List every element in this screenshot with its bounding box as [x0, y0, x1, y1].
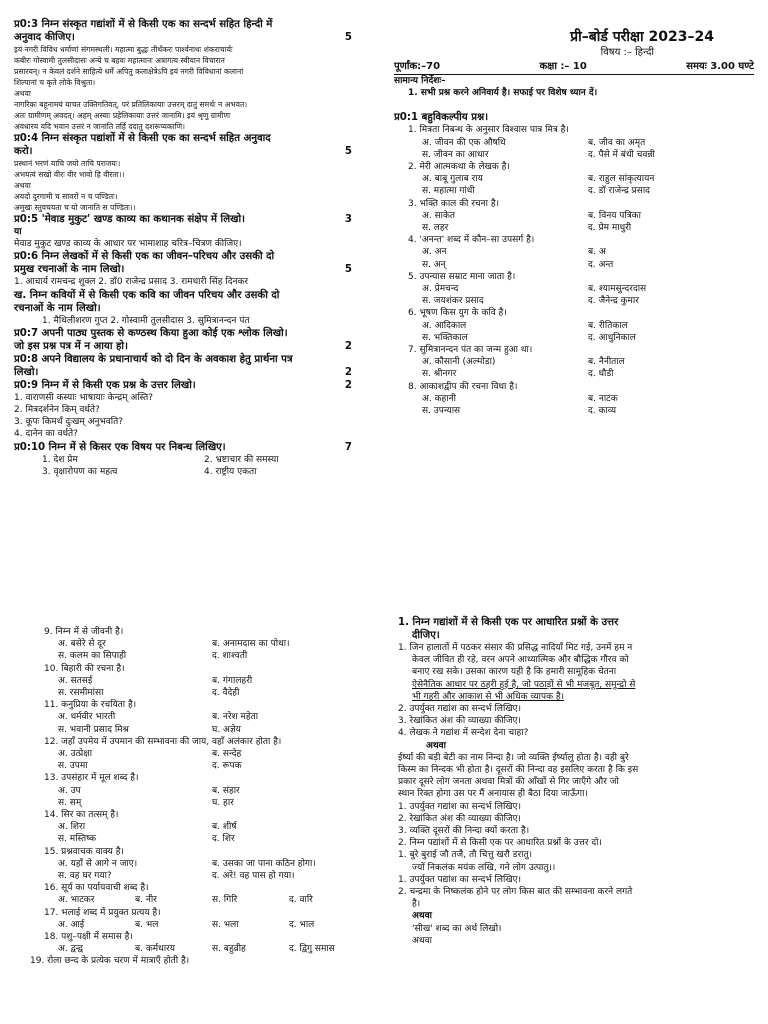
mcq-option: अ. आई: [58, 919, 85, 930]
mcq-options: [30, 894, 366, 906]
mcq-option: स. अन्: [422, 259, 446, 270]
text-line: 3. कूपः किमर्थं दुःखम् अनुभवति?: [14, 417, 124, 428]
mcq-list: [394, 124, 754, 417]
mcq-option: द. जैनेन्द्र कुमार: [588, 296, 639, 307]
text-line: अथवा: [426, 740, 446, 751]
mcq-option: ब. नरेश महेता: [212, 712, 259, 723]
mcq-option: ब. गंगालहरी: [212, 675, 253, 686]
mcq-option: अ. अन: [422, 247, 447, 258]
mcq-option: ब. सन्देह: [212, 749, 242, 760]
mcq-option: द. द्विगु समास: [289, 944, 335, 955]
text-line: 3. व्यक्ति दूसरों की निन्दा क्यों करता है।: [398, 826, 530, 837]
mcq-option: द. धौडी: [588, 369, 614, 380]
max-marks: पूर्णांक:–70: [394, 61, 441, 72]
text-line: 1. उपर्युक्त पद्यांश का सन्दर्भ लिखिए।: [398, 874, 522, 885]
text-line: अथवा: [412, 935, 432, 946]
mcq-question: 2. मेरी आत्मकथा के लेखक है।: [408, 162, 510, 173]
text-line: 1. उपर्युक्त गद्यांश का सन्दर्भ लिखिए।: [398, 801, 522, 812]
mcq-question: 5. उपन्यास सम्राट माना जाता है।: [408, 271, 516, 282]
mcq-option: ब. कर्मधारय: [135, 944, 175, 955]
mcq-option: स. कलम का सिपाही: [58, 651, 127, 662]
mcq-option: स. सम्: [58, 797, 82, 808]
text-line: प्र0:9 निम्न में से किसी एक प्रश्न के उत्तर लिखो। 2: [14, 379, 366, 392]
mcq-question: 6. भूषण किस युग के कवि है।: [408, 308, 507, 319]
text-line: 'सीख' शब्द का अर्थ लिखो।: [412, 923, 502, 934]
essay-topics: [14, 454, 366, 478]
text-line: प्र0:8 अपने विद्यालय के प्रधानाचार्य को दो दिन के अवकाश हेतु प्रार्थना पत्र: [14, 353, 293, 365]
mcq-option: स. उपमा: [58, 761, 88, 772]
mcq-options: [394, 173, 754, 197]
text-line: भी गहरी और आकाश से भी अधिक व्यापक है।: [412, 691, 565, 702]
mcq-option: अ. कौसानी (अल्मोडा): [422, 357, 496, 368]
mcq-option: स. बहुव्रीह: [212, 944, 246, 955]
text-line: प्र0:3 निम्न संस्कृत गद्यांशों में से किसी एक का सन्दर्भ सहित हिन्दी में: [14, 19, 273, 30]
marks-value: 5: [344, 32, 352, 43]
mcq-option: अ. शिरा: [58, 822, 86, 833]
text-line: लिखो। 2: [14, 366, 366, 379]
mcq-options: [30, 943, 366, 955]
mcq-option: द. अन्त: [588, 259, 614, 270]
text-line: 2. रेखांकित अंश की व्याख्या कीजिए।: [398, 813, 521, 824]
text-line: नागरिकः बहूनामयं याचत उक्तिगतिवत्, परं प्रतिलिकायाः उत्तरम् दातुं समर्थः न अभवत।: [14, 100, 248, 109]
mcq-option: ब. नीर: [135, 895, 157, 906]
mcq-options: [394, 320, 754, 344]
mcq-question: 17. भलाई शब्द में प्रयुक्त प्रत्यय है।: [44, 907, 161, 918]
mcq-option: द. भाल: [289, 919, 315, 930]
mcq-option: अ. उत्प्रेक्षा: [58, 749, 93, 760]
text-line: 2. उपर्युक्त गद्यांश का सन्दर्भ लिखिए।: [398, 704, 522, 715]
mcq-options: [394, 393, 754, 417]
mcq-option: अ. साकेत: [422, 210, 456, 221]
mcq-option: स. श्रीनगर: [422, 369, 457, 380]
text-line: स्थान रिक्त होगा उस पर मैं अनायास ही बैठा दिया जाऊँगा।: [398, 789, 588, 800]
mcq-option: स. भवानी प्रसाद मिश्र: [58, 724, 129, 735]
subject-line: विषय :– हिन्दी: [600, 47, 654, 58]
mcq-options: [30, 785, 366, 809]
time-label: समयः 3.00 घण्टे: [686, 61, 754, 72]
text-line: केवल जीवित ही रहे, वरन अपने आध्यात्मिक और बौद्धिक गौरव को: [412, 655, 629, 666]
mcq-option: अ. बाबू गुलाब राय: [422, 174, 483, 185]
text-line: या: [14, 227, 22, 237]
mcq-option: ब. उसका जा पाना कठिन होगा।: [212, 858, 316, 869]
mcq-option: अ. बसेरे से दूर: [58, 639, 106, 650]
instruction-text: 1. सभी प्रश्न करने अनिवार्य है। सफाई पर विशेष ध्यान दें।: [408, 88, 598, 99]
mcq-option: अ. उप: [58, 785, 81, 796]
text-line: 4. लेखक ने गद्यांश में सन्देश देना चाहा?: [398, 728, 529, 739]
text-line: 1. निम्न गद्यांशों में से किसी एक पर आधारित प्रश्नों के उत्तर: [398, 617, 619, 628]
text-line: ऐसेनैतिक आधार पर ठहरी हुई है, जो पठाड़ों से भी मजबूत, समुन्द्रो से: [412, 679, 636, 690]
mcq-option: अ. कहानी: [422, 393, 456, 404]
text-line: अनुवाद कीजिए। 5: [14, 31, 366, 44]
mcq-options: [30, 919, 366, 931]
mcq-question: 15. प्रश्नवाचक वाक्य है।: [44, 846, 124, 857]
text-line: 2. चन्द्रमा के निष्कलंक होने पर लोग किस बात की सम्भावना करने लगते: [398, 887, 633, 898]
mcq-option: अ. प्रेमचन्द: [422, 284, 459, 295]
mcq-option: स. जयशंकर प्रसाद: [422, 296, 484, 307]
text-line: 4. दानेन का वर्धते?: [14, 429, 78, 440]
text-line: प्रकार दूसरे लोग जनता अथवा मित्रों की आँखों से गिर जाएँगे और जो: [398, 777, 619, 788]
mcq-options: [394, 137, 754, 161]
marks-value: 3: [344, 214, 352, 225]
text-line: अथवा: [14, 181, 31, 190]
text-line: अवधारय यदि भवान उत्तरं न जानाति तर्हि ददातु दशरूप्यकाणि।: [14, 122, 186, 131]
mcq-question: 3. भक्ति काल की रचना है।: [408, 198, 500, 209]
marks-row: [394, 60, 754, 75]
mcq-options: [30, 638, 366, 662]
mcq-options: [394, 246, 754, 270]
mcq-option: ब. अनामदास का पोथा।: [212, 639, 290, 650]
marks-value: 2: [344, 379, 352, 391]
text-line: इयं नगरी विविध धर्माणां संगमस्थली। महात्मा बुद्धः तीर्थंकरः पार्श्वनाथः शंकराचार्यः: [14, 45, 233, 54]
text-line: कबीरः गोस्वामी तुलसीदासः अन्ये च बहवः महात्मानः अत्रागत्य स्वीयान विचारान: [14, 56, 225, 65]
text-line: 1. जिन हालातों में पठकर संसार की प्रसिद्ध नादियाँ मिट गई, उनमें हम न: [398, 643, 633, 653]
mcq-option: द. प्रेम माधुरी: [588, 223, 632, 234]
text-line: 3. रेखांकित अंश की व्याख्या कीजिए।: [398, 716, 521, 727]
text-line: प्र0:10 निम्न में से किसर एक विषय पर निबन्ध लिखिए। 7: [14, 441, 366, 454]
mcq-option: स. लहर: [422, 223, 449, 234]
mcq-question: 10. बिहारी की रचना है।: [44, 663, 125, 674]
mcq-option: ब. रीतिकाल: [588, 320, 628, 331]
mcq-option: ब. नैनीताल: [588, 357, 625, 368]
text-line: 2. निम्न पद्यांशों में से किसी एक पर आधारित प्रश्नों के उत्तर दो।: [398, 838, 602, 849]
mcq-option: द. अरे! वह पास हो गया।: [212, 871, 295, 882]
left-bottom-column: [30, 626, 366, 968]
mcq-option: ब. श्यामसुन्दरदास: [588, 284, 647, 295]
mcq-options: [394, 283, 754, 307]
text-line: 1. मैथिलीशरण गुप्त 2. गोस्वामी तुलसीदास 3. सुमित्रानन्दन पंत: [42, 315, 250, 326]
text-line: ख. निम्न कवियों में से किसी एक कवि का जीवन परिचय और उसकी दो: [14, 289, 280, 301]
mcq-option: ब. जीव का अमृत: [588, 137, 646, 148]
text-line: अतः ग्रामीणम् अवदत्। अहम् अस्याः प्रहेलिकायाः उत्तरं जानामि। इयं श्रृणु ग्रामीणः: [14, 111, 231, 120]
mcq-option: द. डॉ राजेन्द्र प्रसाद: [588, 186, 650, 197]
mcq-options: [30, 858, 366, 882]
text-line: प्र0:6 निम्न लेखकों में से किसी एक का जीवन–परिचय और उसकी दो: [14, 251, 275, 263]
mcq-option: द. वारि: [289, 895, 313, 906]
mcq-option: अ. जीवन की एक औषधि: [422, 137, 506, 148]
mcq-options: [30, 675, 366, 699]
text-line: जो इस प्रश्न पत्र में न आया हो। 2: [14, 340, 366, 353]
mcq-option: अ. आदिकाल: [422, 320, 467, 331]
mcq-option: ब. भल: [135, 919, 159, 930]
q1-heading: प्र0:1 बहुविकल्पीय प्रश्न।: [394, 112, 489, 124]
text-line: प्रमुख रचनाओं के नाम लिखो। 5: [14, 263, 366, 276]
mcq-option: अ. सतसई: [58, 675, 93, 686]
mcq-option: घ. हार: [212, 797, 234, 808]
text-line: 1. बुरे बुराई जौ तजै, तौ चित्तु खरौ डरातु।: [398, 850, 533, 861]
essay-topic: 2. भ्रष्टाचार की समस्या: [204, 454, 279, 465]
mcq-question: 14. सिर का तत्सम् है।: [44, 810, 119, 821]
text-line: 1. आचार्य रामचन्द्र शुक्ल 2. डॉ0 राजेन्द्र प्रसाद 3. रामधारी सिंह दिनकर: [14, 277, 249, 288]
mcq-options: [30, 711, 366, 735]
mcq-option: अ. भाटकर: [58, 895, 95, 906]
mcq-option: ब. राहुल सांकृत्यायन: [588, 174, 655, 185]
mcq-question: 7. सुमित्रानन्दन पंत का जन्म हुआ था।: [408, 345, 533, 356]
mcq-option: स. रसमीमांसा: [58, 688, 104, 699]
mcq-option: ब. संहार: [212, 785, 240, 796]
mcq-option: द. आधुनिकाल: [588, 332, 636, 343]
marks-value: 2: [344, 366, 352, 378]
text-line: अथवा: [412, 911, 432, 922]
mcq-option: अ. द्वन्द्व: [58, 944, 83, 955]
mcq-option: द. वैदेही: [212, 688, 240, 699]
mcq-option: ब. अ: [588, 247, 606, 258]
text-line: दीजिए।: [412, 630, 440, 641]
essay-topic: 4. राष्ट्रीय एकता: [204, 466, 257, 477]
text-line: अमुखः स्तुवचयता च यो जानाति स पण्डितः।।: [14, 203, 136, 212]
right-bottom-column: [398, 616, 754, 947]
text-line: है।: [412, 899, 421, 910]
text-line: रचनाओं के नाम लिखो।: [14, 302, 101, 314]
mcq-options: [394, 356, 754, 380]
mcq-question: 18. पशु–पक्षी में समास है।: [44, 932, 133, 943]
marks-value: 7: [344, 441, 352, 453]
marks-value: 5: [344, 146, 352, 157]
mcq-option: ब. नाटक: [588, 393, 618, 404]
mcq-option: अ. धर्मवीर भारती: [58, 712, 116, 723]
mcq-question: 12. जहाँ उपमेय में उपमान की सम्भावना की जाय, वहाँ अलंकार होता है।: [44, 736, 282, 747]
text-line: प्रस्थानं भरणं याचि जयो ताचि पराजयः।: [14, 159, 121, 168]
text-line: प्र0:5 'मेवाड मुकुट' खण्ड काव्य का कथानक संक्षेप में लिखो। 3: [14, 213, 366, 226]
text-line: अभयत्वं सखो वीरः वीर भावो हि वीरता।।: [14, 170, 125, 179]
exam-title: प्री–बोर्ड परीक्षा 2023–24: [570, 29, 714, 45]
text-line: प्रसारयन्। न केवलं दर्शने साहित्ये धर्मे अपितु कलाक्षेत्रेऽपि इयं नगरी विविधानां कलानां: [14, 67, 244, 76]
mcq-option: स. मस्तिष्क: [58, 834, 97, 845]
essay-topic: 1. देश प्रेम: [42, 454, 78, 465]
mcq-option: द. शाश्वती: [212, 651, 248, 662]
mcq-question: 11. कनुप्रिया के रचयिता है।: [44, 700, 137, 711]
mcq-option: ब. विनय पत्रिका: [588, 210, 641, 221]
left-top-column: [14, 18, 366, 478]
class-label: कक्षा :– 10: [539, 61, 587, 72]
mcq-option: स. जीवन का आधार: [422, 149, 489, 160]
text-line: 2. मित्रदर्शनेन किम् वर्धते?: [14, 405, 100, 416]
essay-topic: 3. वृक्षारोपण का महत्व: [42, 466, 118, 477]
mcq-option: स. उपन्यास: [422, 406, 461, 417]
marks-value: 2: [344, 340, 352, 352]
mcq-option: द. रूपक: [212, 761, 242, 772]
text-line: ईर्ष्या की बड़ी बेटी का नाम निन्दा है। जो व्यक्ति ईर्ष्यालु होता है। वही बुरे: [398, 752, 629, 763]
mcq-question: 8. आकाशद्वीप की रचना विधा है।: [408, 381, 518, 392]
mcq-option: द. काव्य: [588, 406, 617, 417]
mcq-option: घ. अज्ञेय: [212, 724, 241, 735]
mcq-option: स. वह घर गया?: [58, 871, 112, 882]
text-line: प्र0:4 निम्न संस्कृत पद्यांशों में से किसी एक का सन्दर्भ सहित अनुवाद: [14, 133, 271, 144]
text-line: मेवाड मुकुट खण्ड काव्य के आधार पर भामाशाह चरित्र–चित्रण कीजिए।: [14, 239, 242, 250]
instruction-heading: सामान्य निर्देशः–: [394, 76, 446, 86]
text-line: बनाए रख सके। उसका कारण यही है कि हमारी सामूहिक चेतना: [412, 667, 617, 678]
mcq-question: 4. 'अनन्त' शब्द में कौन–सा उपसर्ग है।: [408, 235, 535, 246]
mcq-option: ब. शीर्ष: [212, 822, 237, 833]
marks-value: 5: [344, 264, 352, 276]
mcq-option: द. पैसे में बंधी चवन्नी: [588, 149, 655, 160]
mcq-option: स. भक्तिकाल: [422, 332, 468, 343]
text-line: 1. वाराणसी कस्याः भाषायाः केन्द्रम् अस्ति?: [14, 392, 153, 403]
mcq-question: 1. मित्रता निबन्ध के अनुसार विश्वास पात्र मित्र है।: [408, 125, 569, 136]
text-line: प्र0:7 अपनी पाठ्य पुस्तक से कण्ठस्थ किया हुआ कोई एक श्लोक लिखो।: [14, 327, 288, 339]
mcq-option: अ. यहाँ से आगे न जाए।: [58, 858, 138, 869]
text-line: ज्यों निकलंक मयंक लखि, गने लोग उत्पातु।।: [412, 862, 556, 873]
mcq-question: 19. रोला छन्द के प्रत्येक चरण में मात्राएँ होती है।: [30, 956, 190, 967]
mcq-options: [30, 748, 366, 772]
mcq-option: स. भला: [212, 919, 239, 930]
mcq-option: द. शिर: [212, 834, 235, 845]
mcq-option: स. महात्मा गांधी: [422, 186, 475, 197]
mcq-question: 9. निम्न में से जीवनी है।: [44, 627, 124, 637]
mcq-question: 16. सूर्य का पर्यायवाची शब्द है।: [44, 883, 149, 894]
mcq-options: [30, 821, 366, 845]
text-line: अयदो दुरगामी च सावरों न च पण्डितः।: [14, 192, 118, 201]
text-line: अथवा: [14, 89, 31, 98]
text-line: शिल्पानां च कृते लोके विश्रुता।: [14, 78, 96, 87]
text-line: किस्म का निन्दक भी होता है। दूसरों की निन्दा वह इसलिए करता है कि इस: [398, 765, 639, 776]
right-top-column: [394, 28, 754, 417]
mcq-option: स. गिरि: [212, 895, 238, 906]
mcq-question: 13. उपसंहार में मूल शब्द है।: [44, 773, 139, 784]
text-line: करो। 5: [14, 145, 366, 158]
mcq-options: [394, 210, 754, 234]
